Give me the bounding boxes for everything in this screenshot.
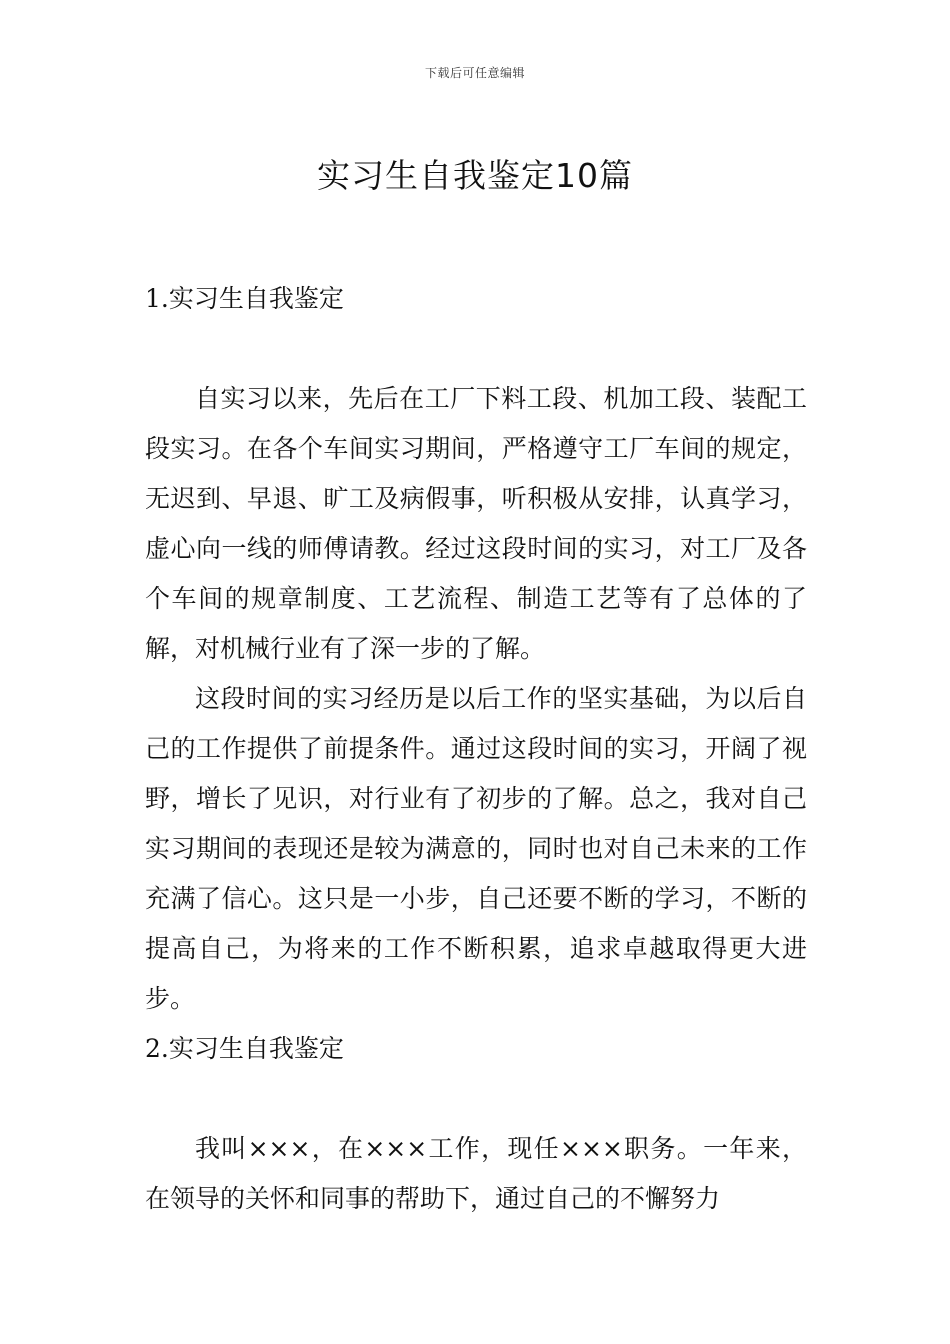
section-heading-2: 2.实习生自我鉴定 (145, 1034, 344, 1063)
paragraph-1-2: 这段时间的实习经历是以后工作的坚实基础，为以后自己的工作提供了前提条件。通过这段时间的实习，开阔了视野，增长了见识，对行业有了初步的了解。总之，我对自己实习期间的表现还是较为满意的，同时也对自己未来的工作充满了信心。这只是一小步，自己还要不断的学习，不断的提高自己，为将来的工作不断积累，追求卓越取得更大进步。 (145, 684, 807, 1013)
section-heading-1: 1.实习生自我鉴定 (145, 284, 344, 313)
paragraph-1-1: 自实习以来，先后在工厂下料工段、机加工段、装配工段实习。在各个车间实习期间，严格遵守工厂车间的规定，无迟到、早退、旷工及病假事，听积极从安排，认真学习，虚心向一线的师傅请教。经过这段时间的实习，对工厂及各个车间的规章制度、工艺流程、制造工艺等有了总体的了解，对机械行业有了深一步的了解。 (145, 384, 807, 663)
paragraph-2-1: 我叫×××，在×××工作，现任×××职务。一年来，在领导的关怀和同事的帮助下，通过自己的不懈努力 (145, 1134, 807, 1213)
header-note: 下载后可任意编辑 (424, 66, 525, 80)
section-gap (145, 324, 807, 374)
section-gap (145, 1074, 807, 1124)
document-title: 实习生自我鉴定10篇 (317, 156, 633, 196)
document-body (145, 274, 807, 1224)
